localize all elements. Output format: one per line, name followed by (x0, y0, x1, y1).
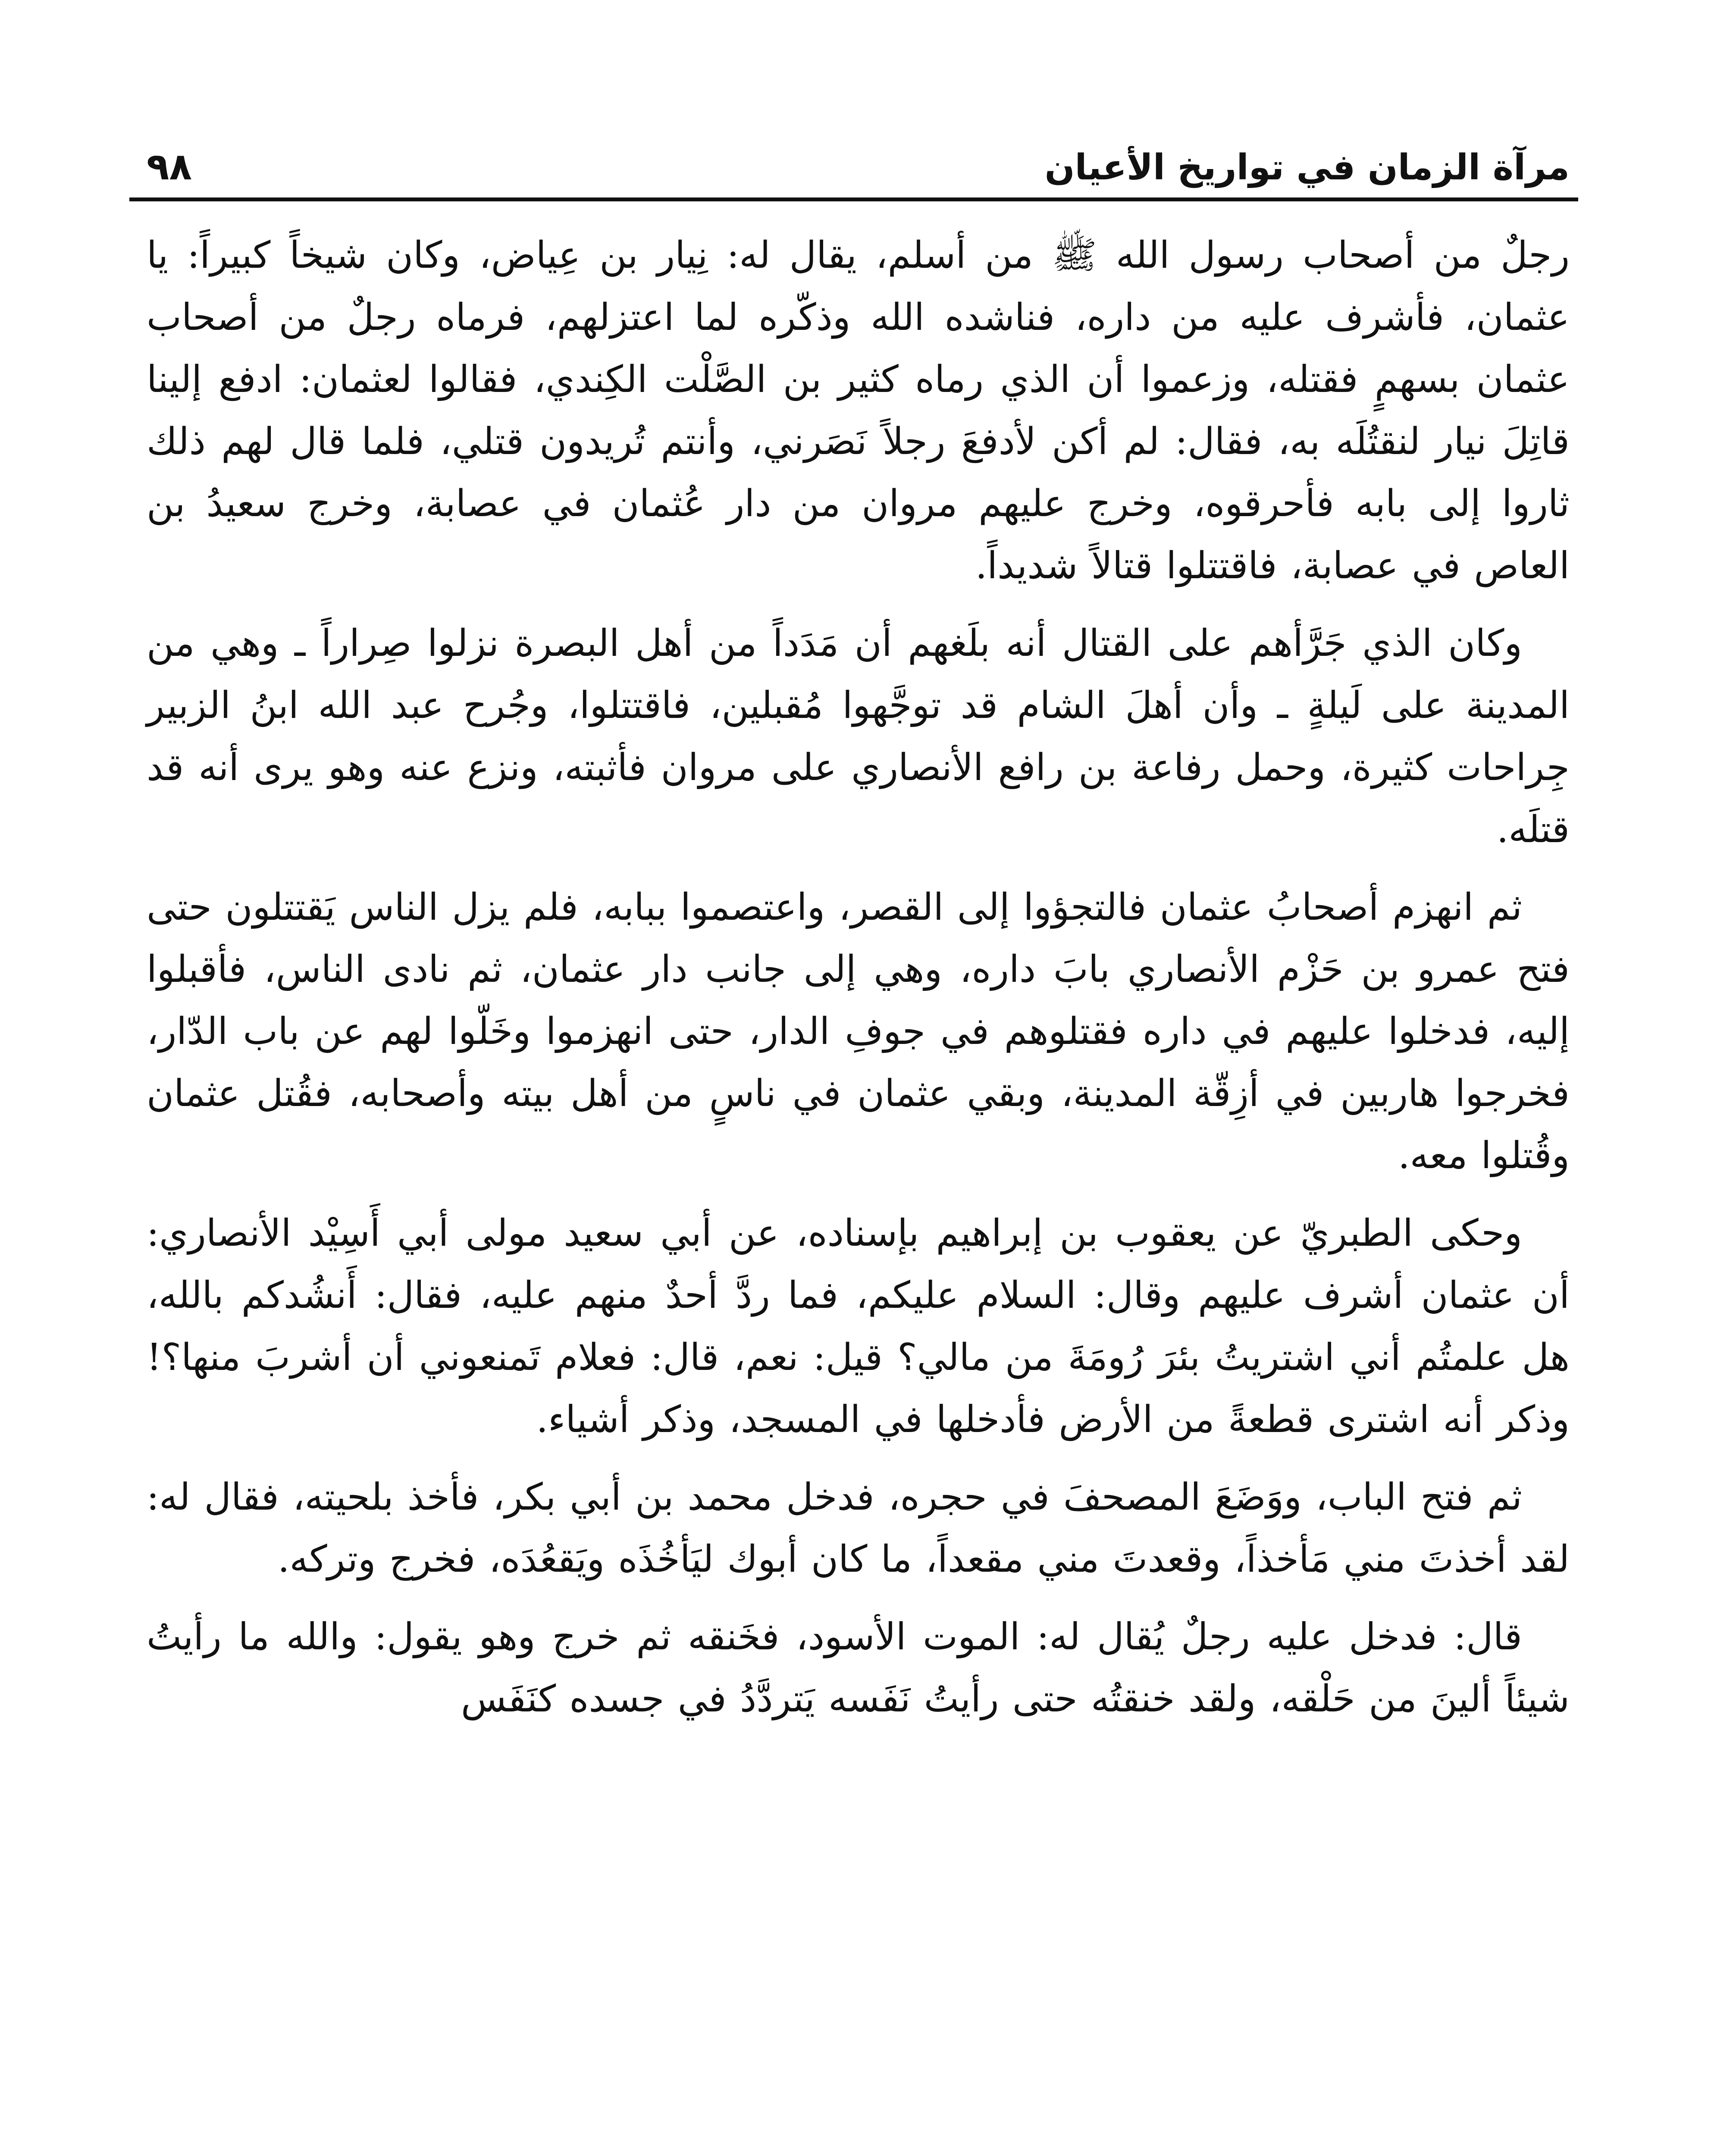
running-header-title: مرآة الزمان في تواريخ الأعيان (1044, 147, 1570, 188)
paragraph: ثم فتح الباب، ووَضَعَ المصحفَ في حجره، فدخل محمد بن أبي بكر، فأخذ بلحيته، فقال له: لقد أخذتَ مني مَأخذاً، وقعدتَ مني مقعداً، ما كان أبوك ليَأخُذَه ويَقعُدَه، فخرج وتركه. (147, 1476, 1570, 1581)
running-header (147, 129, 1570, 188)
paragraph: وكان الذي جَرَّأهم على القتال أنه بلَغهم أن مَدَداً من أهل البصرة نزلوا صِراراً ـ وهي من المدينة على لَيلةٍ ـ وأن أهلَ الشام قد توجَّهوا مُقبلين، فاقتتلوا، وجُرح عبد الله ابنُ الزبير جِراحات كثيرة، وحمل رفاعة بن رافع الأنصاري على مروان فأثبته، ونزع عنه وهو يرى أنه قد قتلَه. (147, 622, 1570, 851)
header-divider (129, 197, 1578, 201)
paragraph: ثم انهزم أصحابُ عثمان فالتجؤوا إلى القصر، واعتصموا ببابه، فلم يزل الناس يَقتتلون حتى فتح عمرو بن حَزْم الأنصاري بابَ داره، وهي إلى جانب دار عثمان، ثم نادى الناس، فأقبلوا إليه، فدخلوا عليهم في داره فقتلوهم في جوفِ الدار، حتى انهزموا وخَلّوا لهم عن باب الدّار، فخرجوا هاربين في أزِقّة المدينة، وبقي عثمان في ناسٍ من أهل بيته وأصحابه، فقُتل عثمان وقُتلوا معه. (147, 886, 1570, 1177)
paragraph: قال: فدخل عليه رجلٌ يُقال له: الموت الأسود، فخَنقه ثم خرج وهو يقول: والله ما رأيتُ شيئاً ألينَ من حَلْقه، ولقد خنقتُه حتى رأيتُ نَفَسه يَتردَّدُ في جسده كنَفَس (147, 1615, 1570, 1720)
paragraph: رجلٌ من أصحاب رسول الله ﷺ من أسلم، يقال له: نِيار بن عِياض، وكان شيخاً كبيراً: يا عثمان، فأشرف عليه من داره، فناشده الله وذكّره لما اعتزلهم، فرماه رجلٌ من أصحاب عثمان بسهمٍ فقتله، وزعموا أن الذي رماه كثير بن الصَّلْت الكِندي، فقالوا لعثمان: ادفع إلينا قاتِلَ نيار لنقتُلَه به، فقال: لم أكن لأدفعَ رجلاً نَصَرني، وأنتم تُريدون قتلي، فلما قال لهم ذلك ثاروا إلى بابه فأحرقوه، وخرج عليهم مروان من دار عُثمان في عصابة، وخرج سعيدُ بن العاص في عصابة، فاقتتلوا قتالاً شديداً. (147, 234, 1570, 587)
body-text (147, 224, 1570, 1745)
paragraph: وحكى الطبريّ عن يعقوب بن إبراهيم بإسناده، عن أبي سعيد مولى أبي أَسِيْد الأنصاري: أن عثمان أشرف عليهم وقال: السلام عليكم، فما ردَّ أحدٌ منهم عليه، فقال: أَنشُدكم بالله، هل علمتُم أني اشتريتُ بئرَ رُومَةَ من مالي؟ قيل: نعم، قال: فعلام تَمنعوني أن أشربَ منها؟! وذكر أنه اشترى قطعةً من الأرض فأدخلها في المسجد، وذكر أشياء. (147, 1212, 1570, 1441)
page-number: ٩٨ (147, 145, 192, 188)
